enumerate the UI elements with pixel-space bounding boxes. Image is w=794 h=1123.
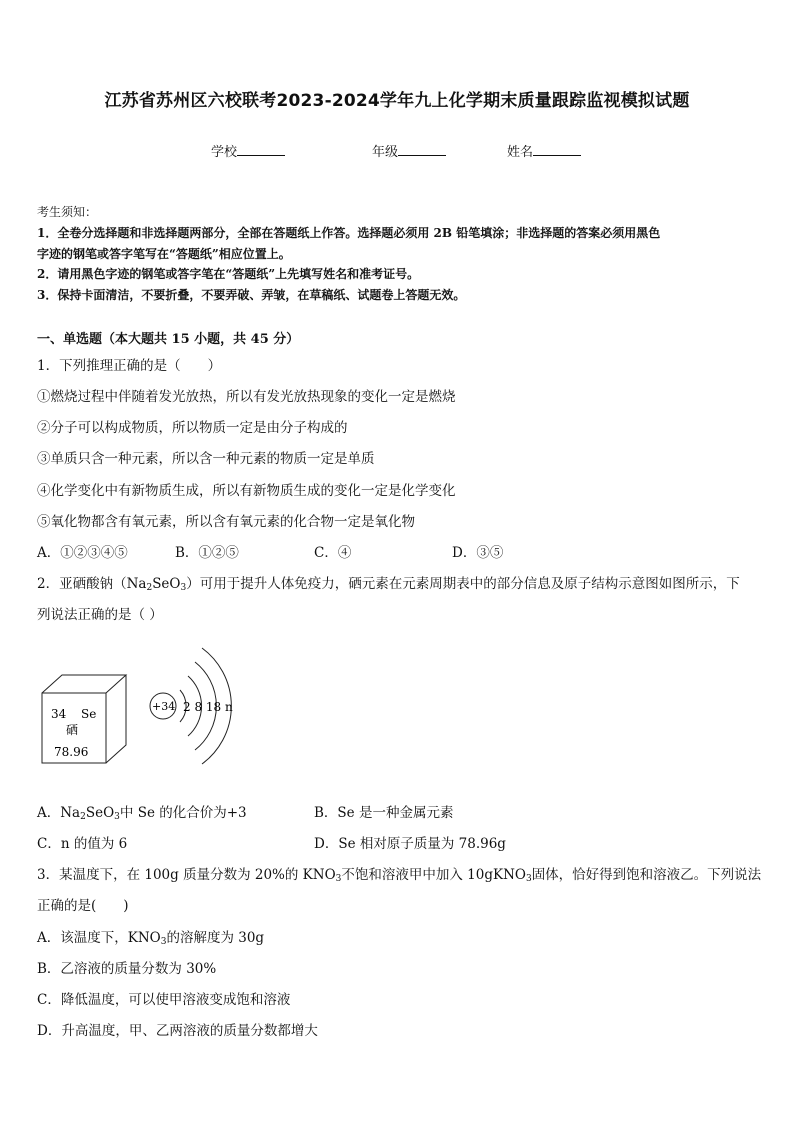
q2-a-sub1: 2 (80, 812, 86, 822)
school-label: 学校 (211, 145, 238, 160)
q3-stem-sub2: 3 (525, 874, 532, 884)
notice-item-1b: 字迹的钢笔或答字笔写在“答题纸”相应位置上。 (37, 247, 291, 261)
q3-option-d: D．升高温度，甲、乙两溶液的质量分数都增大 (37, 1023, 318, 1039)
q3-stem-part1: 3．某温度下，在 100g 质量分数为 20%的 KNO (37, 867, 336, 883)
grade-label: 年级 (372, 145, 399, 160)
q1-statement-5: ⑤氧化物都含有氧元素，所以含有氧元素的化合物一定是氧化物 (37, 514, 415, 530)
grade-field (372, 141, 446, 160)
notice-heading: 考生须知： (37, 205, 98, 219)
q3-option-c: C．降低温度，可以使甲溶液变成饱和溶液 (37, 992, 291, 1008)
q3-option-a (37, 926, 264, 946)
school-blank (237, 142, 285, 156)
q1-statement-1: ①燃烧过程中伴随着发光放热，所以有发光放热现象的变化一定是燃烧 (37, 389, 456, 405)
q2-stem-sub2: 3 (180, 583, 187, 593)
q3-stem-sub1: 3 (335, 874, 342, 884)
shell-electrons: 2 8 18 n (183, 700, 233, 714)
q1-option-c: C．④ (314, 545, 352, 561)
student-info-row (0, 141, 794, 163)
q3-stem-part2: 不饱和溶液甲中加入 10gKNO (341, 867, 526, 883)
q2-stem-part3: ）可用于提升人体免疫力，硒元素在元素周期表中的部分信息及原子结构示意图如图所示，下 (186, 576, 740, 592)
q3-stem-part3: 固体，恰好得到饱和溶液乙。下列说法 (531, 867, 762, 883)
q2-stem-part1: 2．亚硒酸钠（Na (37, 576, 147, 592)
notice-item-3: 3．保持卡面清洁，不要折叠，不要弄破、弄皱，在草稿纸、试题卷上答题无效。 (37, 288, 466, 302)
q2-stem-sub1: 2 (146, 583, 153, 593)
q3-option-b: B．乙溶液的质量分数为 30% (37, 961, 217, 977)
atomic-mass: 78.96 (54, 745, 89, 759)
q2-a-part2: SeO (85, 805, 115, 821)
section-heading: 一、单选题（本大题共 15 小题，共 45 分） (37, 332, 300, 347)
q2-stem (37, 572, 740, 592)
q1-stem: 1．下列推理正确的是（ ） (37, 358, 222, 374)
q3-a-part1: A．该温度下，KNO (37, 930, 161, 946)
element-card-side (106, 675, 126, 763)
q2-a-sub2: 3 (114, 812, 120, 822)
nucleus-charge: +34 (152, 700, 176, 713)
q3-stem (37, 863, 761, 883)
q1-statement-4: ④化学变化中有新物质生成，所以有新物质生成的变化一定是化学变化 (37, 483, 456, 499)
q1-option-b: B．①②⑤ (175, 545, 239, 561)
grade-blank (398, 142, 446, 156)
q1-option-a: A．①②③④⑤ (37, 545, 128, 561)
selenium-figure (30, 638, 260, 773)
q1-statement-2: ②分子可以构成物质，所以物质一定是由分子构成的 (37, 420, 348, 436)
q3-stem-line2: 正确的是( ) (37, 898, 129, 914)
name-field (507, 141, 581, 160)
element-card-top (42, 675, 126, 693)
q2-a-part3: 中 Se 的化合价为+3 (119, 805, 247, 821)
name-label: 姓名 (507, 145, 534, 160)
q1-option-d: D．③⑤ (452, 545, 504, 561)
school-field (211, 141, 285, 160)
q3-a-sub: 3 (160, 937, 167, 947)
q3-a-part2: 的溶解度为 30g (166, 930, 265, 946)
q2-option-d: D．Se 相对原子质量为 78.96g (314, 836, 506, 852)
q2-a-part1: A．Na (37, 805, 81, 821)
q2-stem-part2: SeO (152, 576, 181, 592)
q2-option-a (37, 801, 247, 821)
q2-option-c: C．n 的值为 6 (37, 836, 128, 852)
element-symbol: Se (81, 707, 97, 721)
name-blank (533, 142, 581, 156)
atomic-number: 34 (51, 707, 67, 721)
q2-stem-line2: 列说法正确的是（ ） (37, 607, 163, 623)
element-name: 硒 (66, 723, 79, 737)
exam-title: 江苏省苏州区六校联考2023-2024学年九上化学期末质量跟踪监视模拟试题 (104, 91, 690, 111)
q2-option-b: B．Se 是一种金属元素 (314, 805, 454, 821)
notice-item-2: 2．请用黑色字迹的钢笔或答字笔在“答题纸”上先填写姓名和准考证号。 (37, 267, 420, 281)
q1-statement-3: ③单质只含一种元素，所以含一种元素的物质一定是单质 (37, 451, 375, 467)
notice-item-1a: 1．全卷分选择题和非选择题两部分，全部在答题纸上作答。选择题必须用 2B 铅笔填涂；非选择题的答案必须用黑色 (37, 226, 661, 240)
